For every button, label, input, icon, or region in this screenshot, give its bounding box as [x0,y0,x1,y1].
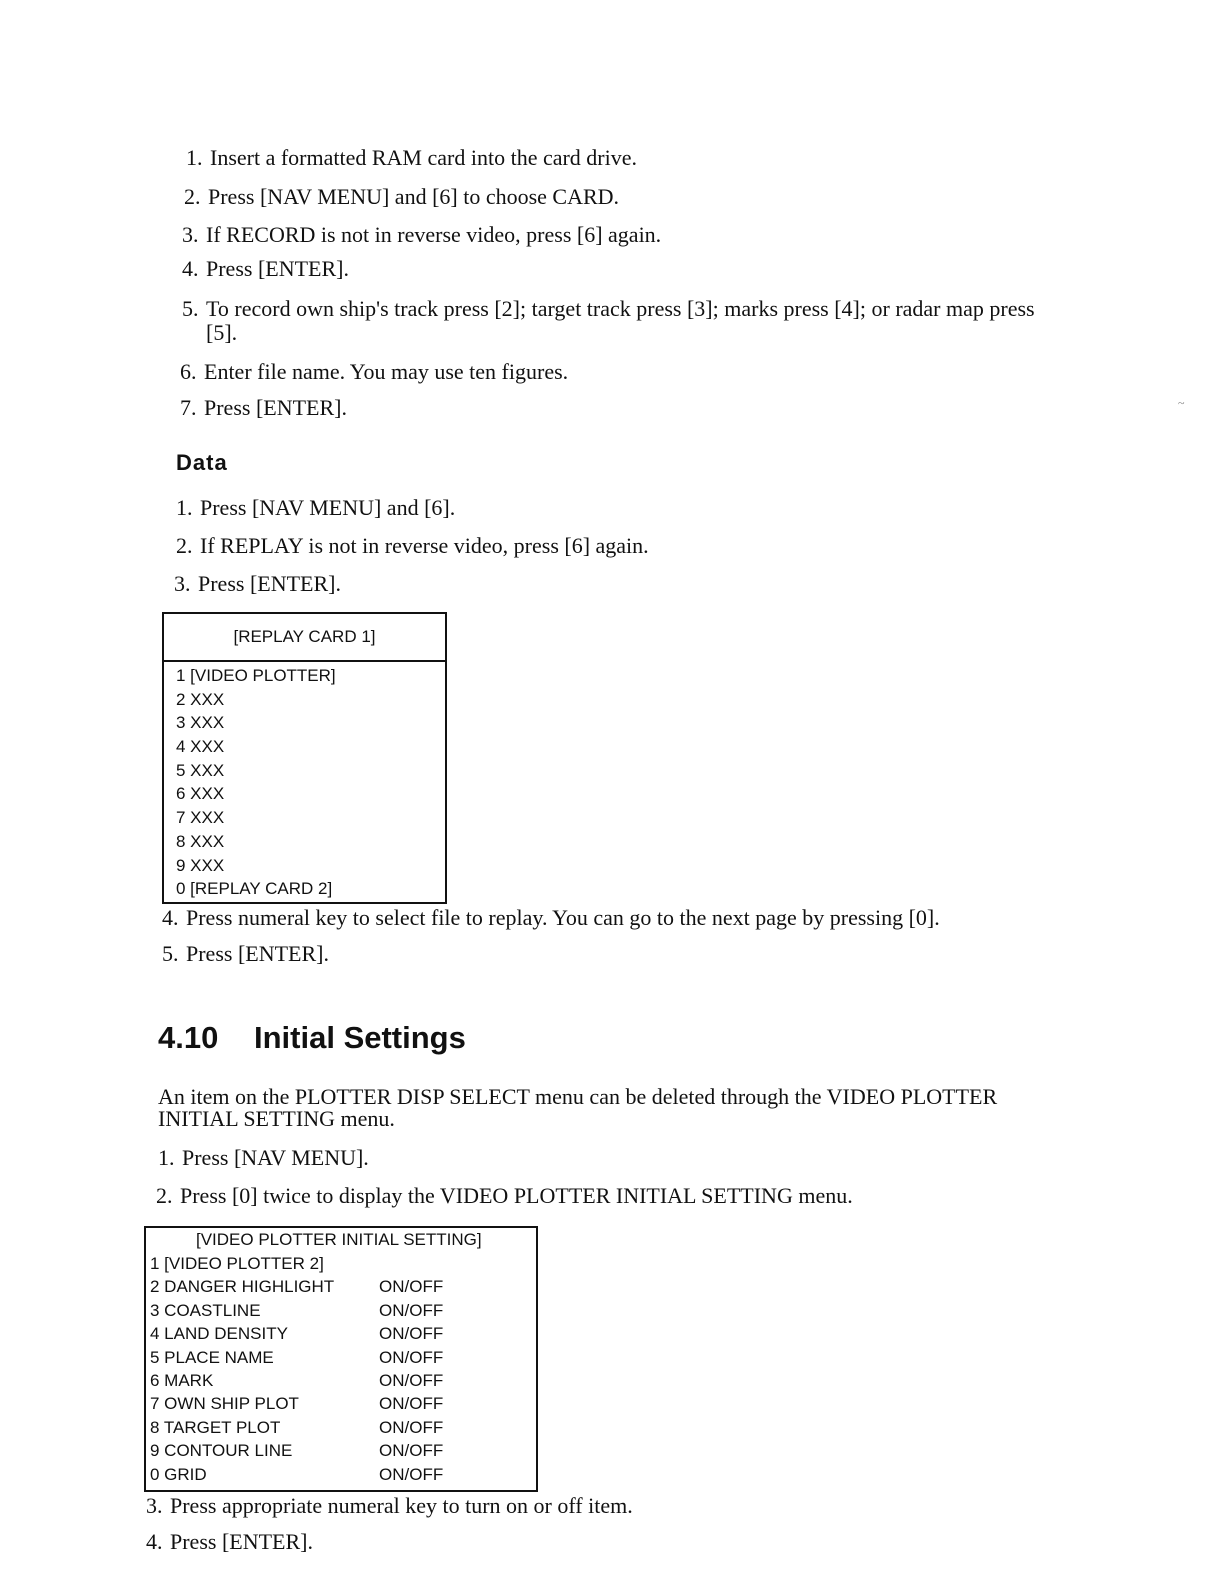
vp-menu-item [146,1252,536,1275]
replay-menu-item: 0 [REPLAY CARD 2] [176,879,333,899]
vp-menu-item [146,1463,536,1486]
step-text: Press appropriate numeral key to turn on or off item. [170,1493,633,1518]
step-number: 7. [180,395,197,420]
step-text: Press [NAV MENU]. [182,1145,369,1170]
replay-menu-item: 5 XXX [176,760,225,780]
vp-item-label: 4 LAND DENSITY [150,1324,288,1344]
intro-line-2: INITIAL SETTING menu. [158,1106,395,1131]
record-step-3 [182,223,661,247]
replay-card-menu [162,612,447,904]
step-number: 2. [176,533,193,558]
vp-item-label: 5 PLACE NAME [150,1347,274,1367]
replay-menu-title: [REPLAY CARD 1] [164,614,445,662]
record-step-1 [186,146,637,170]
step-number: 1. [186,145,203,170]
initial-step-2 [156,1184,853,1208]
step-number: 3. [174,571,191,596]
replay-menu-items [164,662,445,901]
section-intro [158,1086,1058,1130]
vp-item-value: ON/OFF [379,1417,444,1437]
step-text: Press [ENTER]. [186,941,329,966]
step-text: Enter file name. You may use ten figures. [204,359,569,384]
vp-menu-item [146,1322,536,1345]
step-number: 2. [184,184,201,209]
replay-menu-item: 1 [VIDEO PLOTTER] [176,666,336,685]
step-text: Press [NAV MENU] and [6]. [200,495,456,520]
step-text-continued: [5]. [206,320,238,345]
data-step-5 [162,942,329,966]
vp-item-value: ON/OFF [379,1370,444,1390]
vp-menu-item [146,1392,536,1415]
vp-item-value: ON/OFF [379,1394,444,1414]
scan-artifact: ~ [1178,396,1185,410]
record-step-4 [182,257,349,281]
intro-line-1: An item on the PLOTTER DISP SELECT menu can be deleted through the VIDEO PLOTTER [158,1084,998,1109]
vp-menu-item [146,1346,536,1369]
replay-menu-item: 9 XXX [176,855,225,875]
replay-menu-item: 3 XXX [176,713,225,733]
vp-item-value: ON/OFF [379,1347,444,1367]
replay-menu-item: 6 XXX [176,784,225,804]
section-number: 4.10 [158,1020,219,1055]
vp-menu-item [146,1275,536,1298]
record-step-6 [180,360,568,384]
step-text: To record own ship's track press [2]; target track press [3]; marks press [4]; or radar map press [206,296,1035,321]
step-number: 3. [146,1493,163,1518]
section-heading [158,1020,466,1056]
record-step-2 [184,185,619,209]
step-text: Press [ENTER]. [170,1529,313,1554]
step-text: If RECORD is not in reverse video, press [6] again. [206,222,662,247]
vp-menu-item [146,1416,536,1439]
step-number: 5. [162,941,179,966]
step-number: 5. [182,296,199,321]
vp-item-label: 8 TARGET PLOT [150,1417,281,1437]
step-text: Press [ENTER]. [198,571,341,596]
vp-menu-item [146,1369,536,1392]
vp-item-value: ON/OFF [379,1277,444,1297]
step-number: 1. [158,1145,175,1170]
replay-menu-item: 4 XXX [176,737,225,757]
vp-item-value: ON/OFF [379,1300,444,1320]
vp-item-label: 3 COASTLINE [150,1300,261,1320]
initial-step-3 [146,1494,633,1518]
vp-menu-title: [VIDEO PLOTTER INITIAL SETTING] [196,1230,482,1249]
vp-item-value: ON/OFF [379,1324,444,1344]
step-number: 6. [180,359,197,384]
vp-menu-item [146,1299,536,1322]
record-step-5 [182,297,1112,345]
replay-menu-item: 2 XXX [176,689,225,709]
vp-item-value: ON/OFF [379,1464,444,1484]
replay-menu-item: 8 XXX [176,831,225,851]
step-text: Press [NAV MENU] and [6] to choose CARD. [208,184,620,209]
initial-step-4 [146,1530,313,1554]
step-text: Insert a formatted RAM card into the card drive. [210,145,638,170]
video-plotter-initial-setting-menu [144,1226,538,1492]
step-number: 2. [156,1183,173,1208]
step-text: If REPLAY is not in reverse video, press [6] again. [200,533,649,558]
record-step-7 [180,396,347,420]
step-number: 4. [162,905,179,930]
initial-step-1 [158,1146,369,1170]
vp-item-label: 0 GRID [150,1464,207,1484]
step-number: 4. [146,1529,163,1554]
step-text: Press [ENTER]. [204,395,347,420]
data-step-4 [162,906,940,930]
step-number: 3. [182,222,199,247]
data-heading: Data [176,450,228,475]
step-text: Press [ENTER]. [206,256,349,281]
vp-item-label: 9 CONTOUR LINE [150,1441,293,1461]
step-number: 4. [182,256,199,281]
vp-item-label: 1 [VIDEO PLOTTER 2] [150,1254,324,1273]
step-text: Press numeral key to select file to replay. You can go to the next page by pressing [0]. [186,905,940,930]
step-text: Press [0] twice to display the VIDEO PLOTTER INITIAL SETTING menu. [180,1183,853,1208]
step-number: 1. [176,495,193,520]
vp-item-label: 7 OWN SHIP PLOT [150,1394,299,1414]
vp-menu-item [146,1439,536,1462]
vp-item-label: 6 MARK [150,1370,214,1390]
data-step-1 [176,496,455,520]
replay-menu-item: 7 XXX [176,808,225,828]
vp-item-value: ON/OFF [379,1441,444,1461]
data-step-3 [174,572,341,596]
section-title: Initial Settings [254,1020,466,1055]
data-step-2 [176,534,649,558]
vp-item-label: 2 DANGER HIGHLIGHT [150,1277,335,1297]
